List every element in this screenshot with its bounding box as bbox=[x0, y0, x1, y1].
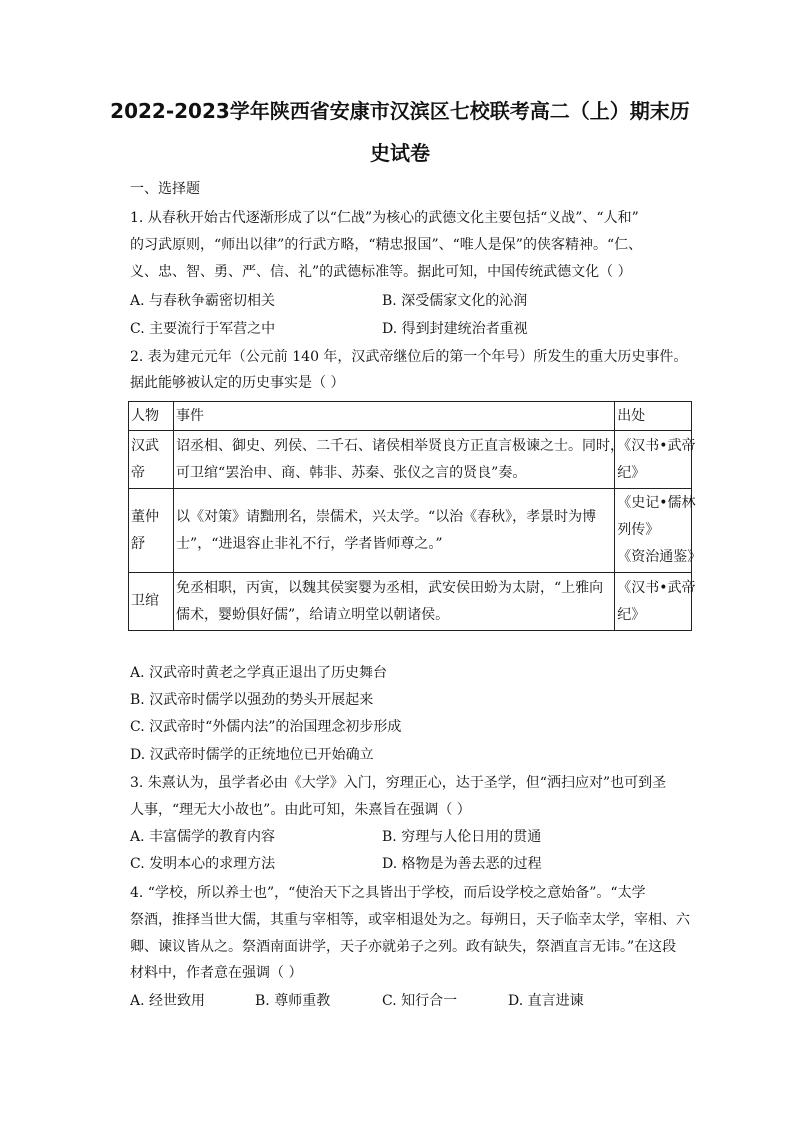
q1-stem-line: 义、忠、智、勇、严、信、礼”的武德标准等。据此可知，中国传统武德文化（ ） bbox=[130, 264, 632, 280]
q2-stem-line: 2. 表为建元元年（公元前 140 年，汉武帝继位后的第一个年号）所发生的重大历史事件。 bbox=[130, 349, 688, 365]
row-source bbox=[615, 431, 696, 489]
q3-option-d: D. 格物是为善去恶的过程 bbox=[382, 856, 542, 872]
q1-option-b: B. 深受儒家文化的沁润 bbox=[382, 293, 528, 309]
event-line: 儒术，婴蚡俱好儒”，给请立明堂以朝诸侯。 bbox=[176, 606, 450, 623]
q2-stem-line: 据此能够被认定的历史事实是（ ） bbox=[130, 375, 345, 391]
row-source bbox=[615, 573, 696, 631]
q3-stem-line: 人事，“理无大小故也”。由此可知，朱熹旨在强调（ ） bbox=[130, 802, 471, 818]
source-line: 《资治通鉴》 bbox=[617, 549, 702, 565]
row-event bbox=[174, 573, 615, 631]
header-person: 人物 bbox=[129, 402, 174, 431]
q1-stem-line: 1. 从春秋开始古代逐渐形成了以“仁战”为核心的武德文化主要包括“义战”、“人和” bbox=[130, 210, 639, 226]
source-line: 《史记•儒林 bbox=[617, 495, 696, 511]
q2-option-a: A. 汉武帝时黄老之学真正退出了历史舞台 bbox=[130, 665, 388, 681]
row-person: 卫绾 bbox=[129, 573, 174, 631]
exam-title-line2: 史试卷 bbox=[370, 141, 430, 165]
q4-option-b: B. 尊师重教 bbox=[255, 993, 331, 1009]
row-person: 汉武帝 bbox=[129, 431, 174, 489]
header-event: 事件 bbox=[174, 402, 615, 431]
q2-option-c: C. 汉武帝时“外儒内法”的治国理念初步形成 bbox=[130, 719, 402, 735]
row-event bbox=[174, 489, 615, 573]
event-line: 可卫绾“罢治申、商、韩非、苏秦、张仪之言的贤良”奏。 bbox=[176, 464, 527, 481]
row-person: 董仲舒 bbox=[129, 489, 174, 573]
event-line: 以《对策》请黜刑名，崇儒术，兴太学。“以治《春秋》，孝景时为博 bbox=[176, 508, 597, 525]
source-line: 《汉书•武帝 bbox=[617, 579, 696, 596]
event-line: 士”，“进退容止非礼不行，学者皆师尊之。” bbox=[176, 535, 443, 552]
q3-option-c: C. 发明本心的求理方法 bbox=[130, 856, 276, 872]
q3-stem-line: 3. 朱熹认为，虽学者必由《大学》入门，穷理正心，达于圣学，但“洒扫应对”也可到圣 bbox=[130, 775, 667, 791]
row-source bbox=[615, 489, 702, 573]
q3-option-a: A. 丰富儒学的教育内容 bbox=[130, 829, 276, 845]
source-line: 《汉书•武帝 bbox=[617, 437, 696, 454]
section-heading: 一、选择题 bbox=[130, 181, 200, 197]
q3-option-b: B. 穷理与人伦日用的贯通 bbox=[382, 829, 542, 845]
event-line: 诏丞相、御史、列侯、二千石、诸侯相举贤良方正直言极谏之士。同时， bbox=[176, 437, 625, 454]
q4-stem-line: 卿、谏议皆从之。祭酒南面讲学，天子亦就弟子之列。政有缺失，祭酒直言无讳。”在这段 bbox=[130, 939, 677, 955]
table-header-row bbox=[129, 402, 692, 431]
source-line: 列传》 bbox=[617, 522, 660, 538]
table-row bbox=[129, 489, 692, 573]
q2-option-b: B. 汉武帝时儒学以强劲的势头开展起来 bbox=[130, 692, 374, 708]
q4-option-c: C. 知行合一 bbox=[382, 993, 458, 1009]
table-row bbox=[129, 431, 692, 489]
q1-stem-line: 的习武原则，“师出以律”的行武方略，“精忠报国”、“唯人是保”的侠客精神。“仁、 bbox=[130, 237, 643, 253]
q4-option-a: A. 经世致用 bbox=[130, 993, 206, 1009]
q1-option-c: C. 主要流行于军营之中 bbox=[130, 321, 276, 337]
header-source: 出处 bbox=[615, 402, 692, 431]
exam-title-line1: 2022-2023学年陕西省安康市汉滨区七校联考高二（上）期末历 bbox=[110, 99, 690, 123]
row-event bbox=[174, 431, 625, 489]
event-line: 免丞相职，丙寅，以魏其侯窦婴为丞相，武安侯田蚡为太尉，“上雅向 bbox=[176, 579, 604, 596]
q4-option-d: D. 直言进谏 bbox=[508, 993, 584, 1009]
q4-stem-line: 材料中，作者意在强调（ ） bbox=[130, 965, 303, 981]
q4-stem-line: 祭酒，推择当世大儒，其重与宰相等，或宰相退处为之。每朔日，天子临幸太学，宰相、六 bbox=[130, 912, 690, 928]
q1-option-a: A. 与春秋争霸密切相关 bbox=[130, 293, 276, 309]
q2-option-d: D. 汉武帝时儒学的正统地位已开始确立 bbox=[130, 747, 374, 763]
table-row bbox=[129, 573, 692, 631]
history-events-table bbox=[128, 401, 702, 631]
source-line: 纪》 bbox=[617, 464, 646, 481]
q1-option-d: D. 得到封建统治者重视 bbox=[382, 321, 528, 337]
source-line: 纪》 bbox=[617, 606, 646, 623]
q4-stem-line: 4. “学校，所以养士也”，“使治天下之具皆出于学校，而后设学校之意始备”。“太学 bbox=[130, 885, 646, 901]
